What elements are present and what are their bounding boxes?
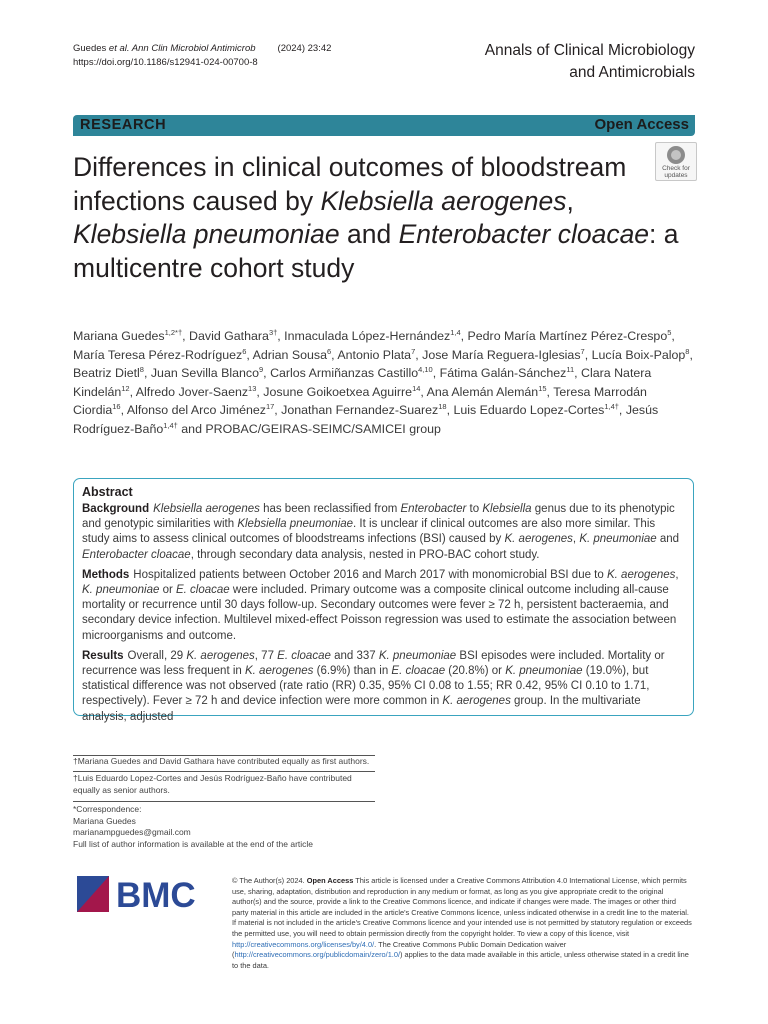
title-text: : a multicentre cohort study: [73, 219, 679, 283]
text-run: (20.8%) or: [445, 665, 506, 678]
author-affiliation: 8: [139, 364, 144, 374]
author-separator: ,: [689, 347, 693, 362]
italic-term: E. cloacae: [277, 649, 331, 662]
author-affiliation: 14: [412, 383, 421, 393]
background-label: Background: [82, 503, 150, 515]
author-affiliation: 8: [685, 346, 690, 356]
author-affiliation: 1,4†: [163, 420, 178, 430]
author-separator: ,: [331, 347, 338, 362]
doi-link[interactable]: https://doi.org/10.1186/s12941-024-00700-8: [73, 57, 258, 68]
article-type-banner: [73, 115, 695, 136]
license-open-access-label: Open Access: [306, 876, 354, 885]
title-species: Enterobacter cloacae: [398, 219, 650, 249]
author-info-note: Full list of author information is available at the end of the article: [73, 838, 314, 849]
text-run: genus due to its phenotypic and genotypic similarities with: [82, 503, 675, 531]
title-text: ,: [566, 185, 574, 216]
journal-name: [485, 40, 695, 84]
text-run: . It is unclear if clinical outcomes are also more similar. This study aims to assess clinical outcomes of bloodstreams infections (BSI) caused by: [82, 518, 656, 546]
author-separator: ,: [546, 384, 554, 399]
author-separator: ,: [574, 366, 582, 380]
open-access-label: Open Access: [594, 116, 689, 133]
author-name: Mariana Guedes: [73, 329, 165, 343]
author-separator: ,: [618, 403, 626, 417]
methods-label: Methods: [82, 568, 130, 581]
abstract-background: [82, 502, 685, 563]
author-name: Pedro María Martínez Pérez-Crespo: [467, 329, 668, 343]
bmc-logo-text: BMC: [116, 876, 196, 915]
title-text: Differences in clinical outcomes of bloodstream infections caused by: [73, 152, 627, 216]
author-name: Alfredo Jover-Saenz: [135, 384, 249, 399]
author-name: David Gathara: [189, 329, 269, 343]
license-body-3: ) applies to the data made available in this article, unless otherwise stated in a credit line to the data.: [232, 950, 689, 970]
italic-term: Enterobacter cloacae: [82, 548, 191, 561]
text-run: Overall, 29: [127, 649, 187, 662]
author-affiliation: 7: [411, 346, 416, 356]
check-updates-line1: Check for: [662, 165, 690, 172]
author-affiliation: 6: [242, 346, 247, 356]
footnote-divider: [73, 801, 375, 802]
author-name: Jesús Rodríguez-Baño: [73, 403, 659, 436]
author-separator: ,: [671, 329, 675, 343]
author-affiliation: 18: [438, 401, 447, 411]
author-list: [73, 327, 698, 438]
author-name: Beatriz Dietl: [73, 366, 140, 380]
italic-term: Enterobacter: [400, 503, 467, 515]
author-affiliation: 11: [566, 364, 575, 374]
author-name: Josune Goikoetxea Aguirre: [263, 384, 413, 399]
author-separator: ,: [460, 329, 468, 343]
italic-term: Klebsiella aerogenes: [153, 503, 260, 515]
background-text: [82, 503, 679, 561]
author-separator: and PROBAC/GEIRAS-SEIMC/SAMICEI group: [177, 421, 441, 436]
italic-term: K. aerogenes: [186, 649, 255, 662]
license-cc0-link[interactable]: http://creativecommons.org/publicdomain/zero/1.0/: [234, 950, 401, 960]
author-name: Lucía Boix-Palop: [591, 347, 686, 362]
footnote-divider: [73, 771, 375, 772]
text-run: ,: [675, 568, 679, 581]
text-run: Hospitalized patients between October 2016 and March 2017 with monomicrobial BSI due to: [133, 568, 607, 581]
author-name: Teresa Marrodán Ciordia: [73, 384, 647, 417]
research-label: RESEARCH: [80, 117, 167, 133]
author-separator: ,: [420, 384, 427, 399]
text-run: BSI episodes were included. Mortality or recurrence was less frequent in: [82, 649, 665, 678]
italic-term: K. pneumoniae: [378, 649, 457, 662]
author-affiliation: 13: [248, 383, 257, 393]
journal-name-line1: Annals of Clinical Microbiology: [484, 42, 695, 59]
footnote-first-authors: †Mariana Guedes and David Gathara have contributed equally as first authors.: [73, 756, 370, 766]
author-affiliation: 6: [326, 346, 332, 356]
footnote-senior-authors: †Luis Eduardo Lopez-Cortes and Jesús Rodríguez-Baño have contributed equally as senior authors.: [73, 773, 352, 795]
italic-term: E. cloacae: [176, 584, 230, 597]
author-affiliation: 4,10: [418, 364, 433, 374]
author-separator: ,: [143, 366, 151, 380]
italic-term: E. cloacae: [391, 665, 446, 678]
author-separator: ,: [246, 347, 253, 362]
italic-term: K. pneumoniae: [505, 665, 583, 678]
text-run: has been reclassified from: [259, 503, 401, 515]
text-run: , through secondary data analysis, nested in PRO-BAC cohort study.: [190, 548, 540, 561]
author-name: Adrian Sousa: [252, 347, 327, 362]
author-name: Luis Eduardo Lopez-Cortes: [453, 403, 605, 417]
italic-term: K. aerogenes: [504, 533, 573, 546]
italic-term: K. pneumoniae: [82, 584, 160, 597]
citation-date: (2024) 23:42: [277, 43, 332, 54]
citation-journal: et al. Ann Clin Microbiol Antimicrob: [108, 43, 256, 54]
check-updates-line2: updates: [664, 172, 688, 179]
author-affiliation: 15: [538, 383, 547, 393]
text-run: (6.9%) than in: [313, 665, 392, 678]
author-separator: ,: [256, 384, 264, 399]
correspondence-block: [73, 804, 375, 850]
italic-term: K. pneumoniae: [579, 533, 657, 546]
author-separator: ,: [263, 366, 271, 380]
methods-text: [82, 569, 679, 642]
citation-author: Guedes: [73, 43, 109, 54]
author-name: María Teresa Pérez-Rodríguez: [73, 347, 243, 362]
correspondence-name: Mariana Guedes: [73, 815, 136, 826]
author-affiliation: 1,4: [450, 327, 461, 337]
author-name: Antonio Plata: [337, 347, 412, 362]
author-affiliation: 16: [112, 401, 121, 411]
text-run: and 337: [330, 649, 379, 662]
results-text: [82, 650, 665, 723]
author-separator: ,: [415, 347, 423, 362]
author-affiliation: 1,2*†: [164, 327, 183, 337]
text-run: (19.0%), but statistical difference was not observed (rate ratio (RR) 0.35, 95% CI 0.08 to 1.55; RR 0.42, 95% CI 0.10 to 1.71, respectively). Fever ≥ 72 h and device infection were more common in: [82, 665, 650, 708]
citation-line: [73, 42, 331, 56]
author-affiliation: 5: [667, 327, 672, 337]
author-name: Jonathan Fernandez-Suarez: [281, 403, 439, 417]
author-affiliation: 7: [580, 346, 585, 356]
text-run: were included. Primary outcome was a composite clinical outcome including all-cause mortality or recurrence until 30 days follow-up. Secondary outcomes were fever ≥ 72 h, persistent bacteraemia, and secondary device infection. Multilevel mixed-effect Poisson regression was used to estimate the association between microorganisms and outcome.: [82, 584, 677, 642]
author-separator: ,: [129, 384, 136, 399]
author-name: Carlos Armiñanzas Castillo: [270, 366, 419, 380]
correspondence-email[interactable]: marianampguedes@gmail.com: [73, 827, 191, 837]
license-copyright: © The Author(s) 2024.: [232, 876, 307, 885]
author-name: Jose María Reguera-Iglesias: [422, 347, 581, 362]
italic-term: Klebsiella: [482, 503, 532, 515]
title-text: and: [339, 219, 399, 249]
results-label: Results: [82, 649, 124, 662]
author-name: Juan Sevilla Blanco: [150, 366, 259, 380]
text-run: to: [466, 503, 483, 515]
text-run: , 77: [254, 649, 278, 662]
title-species: Klebsiella aerogenes: [320, 185, 567, 216]
author-name: Alfonso del Arco Jiménez: [126, 403, 266, 417]
citation-header: [73, 42, 331, 70]
abstract-methods: [82, 568, 685, 644]
title-species: Klebsiella pneumoniae: [73, 219, 340, 249]
article-title: [73, 151, 693, 285]
text-run: ,: [572, 533, 580, 546]
author-name: Clara Natera Kindelán: [73, 366, 652, 399]
author-affiliation: 9: [259, 364, 264, 374]
abstract-box: [73, 478, 694, 723]
license-cc-by-link[interactable]: http://creativecommons.org/licenses/by/4.0/: [232, 939, 375, 949]
journal-name-line2: and Antimicrobials: [569, 64, 695, 81]
license-text: [232, 876, 694, 971]
italic-term: K. aerogenes: [442, 695, 511, 708]
author-separator: ,: [182, 329, 190, 343]
abstract-results: [82, 649, 685, 725]
author-name: Fátima Galán-Sánchez: [439, 366, 567, 380]
author-separator: ,: [584, 347, 592, 362]
author-affiliation: 17: [265, 401, 275, 411]
text-run: group. In the multivariate analysis, adjusted: [82, 695, 641, 723]
author-separator: ,: [120, 403, 127, 417]
correspondence-label: *Correspondence:: [73, 804, 142, 814]
license-body-2: . The Creative Commons Public Domain Dedication waiver (: [232, 939, 567, 960]
italic-term: K. aerogenes: [606, 568, 676, 581]
license-body: This article is licensed under a Creative Commons Attribution 4.0 International License, which permits use, sharing, adaptation, distribution and reproduction in any medium or format, as long as you give appropriate credit to the original author(s) and the source, provide a link to the Creative Commons licence, and indicate if changes were made. The images or other third party material in this article are included in the article's Creative Commons licence, unless indicated otherwise in a credit line to the material. If material is not included in the article's Creative Commons licence and your intended use is not permitted by statutory regulation or exceeds the permitted use, you will need to obtain permission directly from the copyright holder. To view a copy of this licence, visit: [232, 876, 692, 938]
text-run: and: [656, 533, 680, 546]
bmc-logo: [77, 876, 217, 915]
abstract-heading: Abstract: [82, 485, 133, 499]
italic-term: Klebsiella pneumoniae: [237, 518, 354, 531]
author-separator: ,: [274, 403, 282, 417]
italic-term: K. aerogenes: [245, 665, 314, 678]
author-separator: ,: [432, 366, 440, 380]
author-separator: ,: [277, 329, 285, 343]
author-affiliation: 1,4†: [604, 401, 619, 411]
text-run: or: [159, 584, 176, 597]
author-separator: ,: [446, 403, 454, 417]
author-name: Ana Alemán Alemán: [426, 384, 539, 399]
author-affiliation: 3†: [268, 327, 278, 337]
author-name: Inmaculada López-Hernández: [284, 329, 451, 343]
author-affiliation: 12: [121, 383, 130, 393]
